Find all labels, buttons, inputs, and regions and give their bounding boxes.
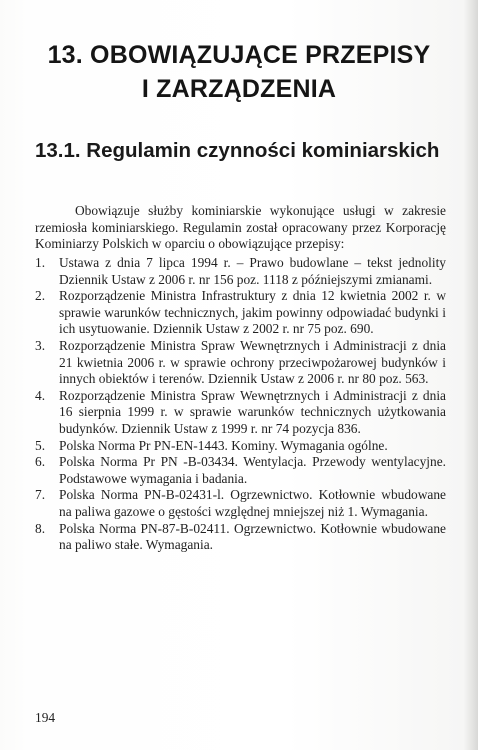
list-item <box>35 454 446 487</box>
list-item-text: Rozporządzenie Ministra Spraw Wewnętrznych i Administracji z dnia 21 kwietnia 2006 r. w sprawie ochrony przeciwpożarowej budynków i innych obiektów i terenów. Dziennik Ustaw z 2006 r. nr 80 poz. 563. <box>59 337 446 387</box>
list-item-number: 1. <box>35 255 46 270</box>
regulations-list <box>35 255 446 554</box>
list-item <box>35 255 446 288</box>
list-item-number: 6. <box>35 454 46 470</box>
list-item <box>35 388 446 438</box>
list-item <box>35 487 446 520</box>
chapter-title-line-1: 13. OBOWIĄZUJĄCE PRZEPISY <box>47 41 431 69</box>
list-item-number: 8. <box>35 520 46 536</box>
list-item-number: 2. <box>35 288 46 304</box>
list-item-number: 5. <box>35 437 46 453</box>
list-item-text: Rozporządzenie Ministra Infrastruktury z dnia 12 kwietnia 2002 r. w sprawie warunków technicznych, jakim powinny odpowiadać budynki i ich usytuowanie. Dziennik Ustaw z 2002 r. nr 75 poz. 690. <box>59 288 446 337</box>
list-item-text: Polska Norma PN-B-02431-l. Ogrzewnictwo. Kotłownie wbudowane na paliwa gazowe o gęstości względnej mniejszej niż 1. Wymagania. <box>59 487 446 519</box>
list-item-text: Polska Norma Pr PN-EN-1443. Kominy. Wymagania ogólne. <box>59 437 388 453</box>
intro-paragraph: Obowiązuje służby kominiarskie wykonujące usługi w zakresie rzemiosła kominiarskiego. Regulamin został opracowany przez Korporację Kominiarzy Polskich w oparciu o obowiązujące przepisy: <box>35 203 446 252</box>
list-item-text: Polska Norma PN-87-B-02411. Ogrzewnictwo. Kotłownie wbudowane na paliwo stałe. Wymagania. <box>59 520 446 553</box>
list-item-text: Rozporządzenie Ministra Spraw Wewnętrznych i Administracji z dnia 16 sierpnia 1999 r. w sprawie warunków technicznych użytkowania budynków. Dziennik Ustaw z 1999 r. nr 74 pozycja 836. <box>59 387 446 436</box>
list-item-text: Ustawa z dnia 7 lipca 1994 r. – Prawo budowlane – tekst jednolity Dziennik Ustaw z 2006 r. nr 156 poz. 1118 z późniejszymi zmianami. <box>59 255 446 287</box>
chapter-title <box>0 38 478 106</box>
page-number: 194 <box>35 710 56 725</box>
list-item-number: 7. <box>35 487 46 503</box>
list-item-number: 3. <box>35 337 46 353</box>
section-title: 13.1. Regulamin czynności kominiarskich <box>35 139 440 162</box>
list-item <box>35 288 446 338</box>
list-item-text: Polska Norma Pr PN -B-03434. Wentylacja. Przewody wentylacyjne. Podstawowe wymagania i badania. <box>59 454 446 486</box>
chapter-title-line-2: I ZARZĄDZENIA <box>141 75 337 103</box>
list-item <box>35 438 446 455</box>
list-item <box>35 338 446 388</box>
list-item <box>35 521 446 554</box>
list-item-number: 4. <box>35 387 46 403</box>
